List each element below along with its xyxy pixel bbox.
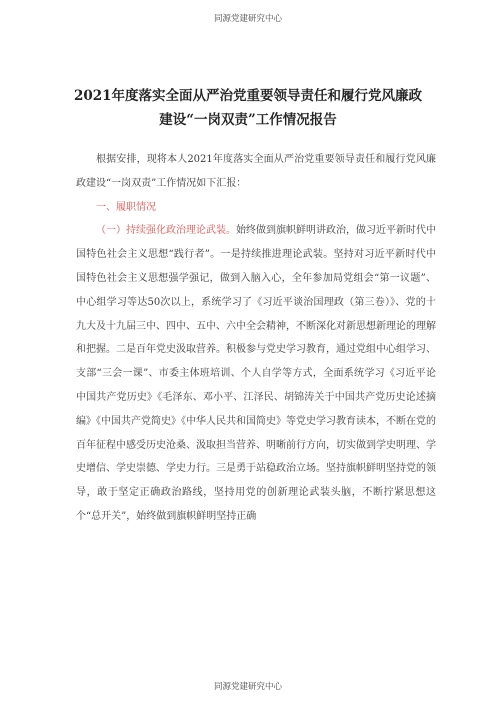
title-line-2: 建设“一岗双责”工作情况报告 (159, 112, 337, 128)
subsection-text: 始终做到旗帜鲜明讲政治，做习近平新时代中国特色社会主义思想“践行者”。一是持续推进理论武装。坚持对习近平新时代中国特色社会主义思想强学强记，做到入脑入心，全年参加局党组会“第一议题”、中心组学习等达50次以上，系统学习了《习近平谈治国理政（第三卷）》、党的十九大及十九届三中、四中、五中、六中全会精神，不断深化对新思想新理论的理解和把握。二是百年党史汲取营养。积极参与党史学习教育，通过党组中心组学习、支部“三会一课”、市委主体班培训、个人自学等方式，全面系统学习《习近平论中国共产党历史》《毛泽东、邓小平、江泽民、胡锦涛关于中国共产党历史论述摘编》《中国共产党简史》《中华人民共和国简史》等党史学习教育读本，不断在党的百年征程中感受历史沧桑、汲取担当营养、明晰前行方向，切实做到学史明理、学史增信、学史崇德、学史力行。三是勇于站稳政治立场。坚持旗帜鲜明坚持党的领导，敢于坚定正确政治路线，坚持用党的创新理论武装头脑，不断拧紧思想这个“总开关”，始终做到旗帜鲜明坚持正确 (76, 225, 436, 522)
subsection-heading: （一）持续强化政治理论武装。 (96, 225, 236, 237)
section-heading: 一、履职情况 (96, 201, 156, 213)
intro-paragraph: 根据安排，现将本人2021年度落实全面从严治党重要领导责任和履行党风廉政建设“一岗双责”工作情况如下汇报： (76, 154, 436, 189)
title-line-1: 2021年度落实全面从严治党重要领导责任和履行党风廉政 (73, 88, 423, 104)
body-paragraph (76, 219, 436, 528)
document-title (60, 84, 436, 132)
page-footer: 同源党建研究中心 (213, 682, 282, 692)
document-body (76, 148, 436, 529)
page-header: 同源党建研究中心 (213, 14, 282, 24)
